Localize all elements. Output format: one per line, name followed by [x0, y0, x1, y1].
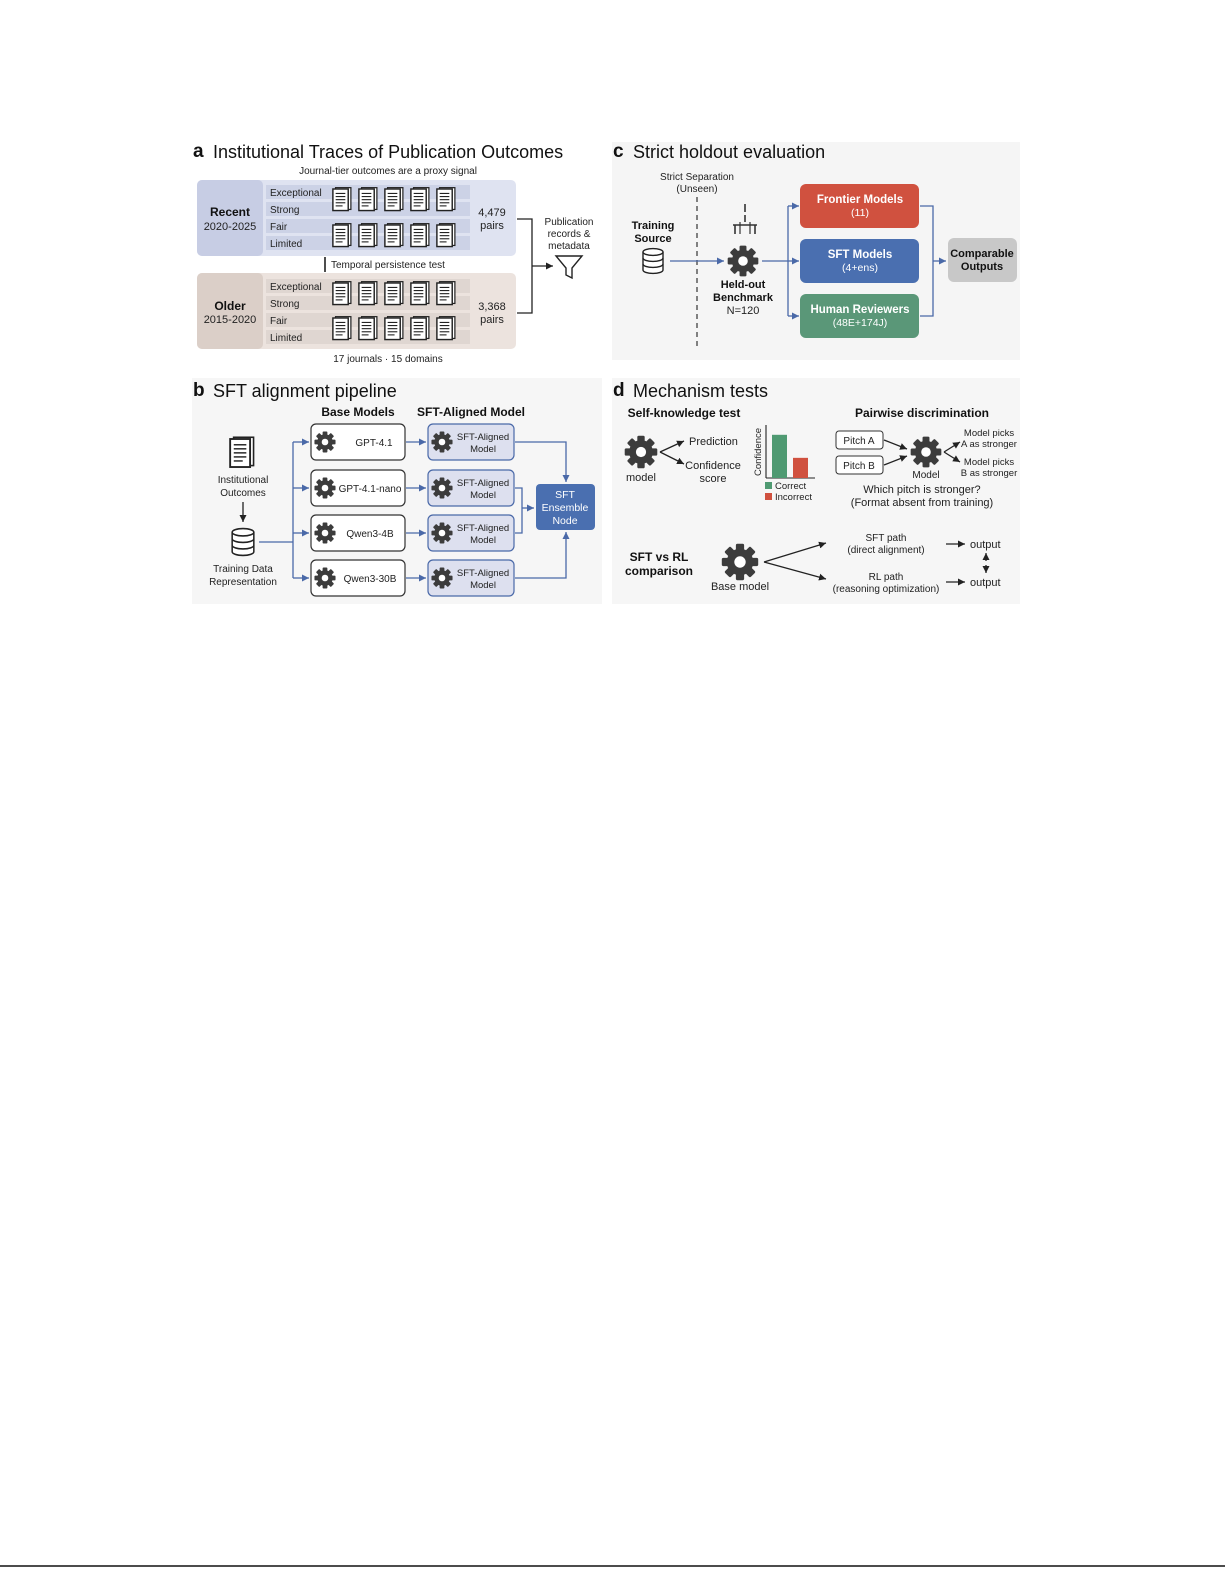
comparison-title-1: SFT vs RL [629, 550, 689, 564]
recent-block [197, 180, 516, 256]
pairwise-question: Which pitch is stronger? [863, 484, 981, 496]
human-reviewers-fill [800, 294, 919, 338]
aligned-label-1: SFT-Aligned [456, 523, 510, 534]
panel-b [192, 378, 602, 604]
source-top-2: Outcomes [220, 488, 266, 499]
panel-c [612, 141, 1020, 360]
human-reviewers-name: Human Reviewers [810, 304, 910, 316]
source-bottom-2: Representation [209, 577, 277, 588]
panel-c-letter: c [613, 141, 624, 162]
comparable-outputs-2: Outputs [960, 261, 1004, 273]
sft-path-1: SFT path [865, 533, 907, 544]
panel-a-letter: a [193, 141, 204, 162]
gear-icon [431, 477, 452, 498]
benchmark-n: N=120 [726, 305, 760, 317]
recent-years: 2020-2025 [203, 221, 257, 233]
recent-tier-exceptional: Exceptional [270, 188, 322, 199]
frontier-models-name: Frontier Models [816, 194, 904, 206]
source-bottom-1: Training Data [213, 564, 273, 575]
picks-a-2: A as stronger [961, 439, 1017, 450]
gear-icon [314, 522, 335, 543]
picks-b-1: Model picks [963, 457, 1015, 468]
pairwise-title: Pairwise discrimination [854, 406, 990, 420]
base-models-header: Base Models [321, 405, 395, 419]
ensemble-label-3: Node [552, 515, 578, 527]
aligned-label-2: Model [470, 444, 496, 455]
older-years: 2015-2020 [203, 314, 257, 326]
self-model-label: model [626, 472, 656, 484]
self-knowledge-title: Self-knowledge test [627, 406, 741, 420]
gear-icon [314, 431, 335, 452]
base-model-label: Base model [710, 581, 770, 593]
bar-incorrect [793, 458, 808, 478]
older-block [197, 273, 516, 349]
gear-icon [431, 431, 452, 452]
benchmark-label-1: Held-out [720, 279, 766, 291]
base-model-name: GPT-4.1 [355, 438, 393, 449]
recent-tier-strong: Strong [270, 205, 300, 216]
aligned-label-1: SFT-Aligned [456, 568, 510, 579]
base-model-name: Qwen3-4B [346, 529, 394, 540]
recent-tier-limited: Limited [270, 239, 303, 250]
rl-output-label: output [970, 577, 1001, 589]
legend-swatch-correct [765, 482, 772, 489]
pairwise-note: (Format absent from training) [850, 497, 994, 509]
ensemble-label-1: SFT [555, 489, 575, 501]
persistence-label: Temporal persistence test [331, 260, 445, 271]
sft-models-name: SFT Models [827, 249, 893, 261]
database-icon [643, 249, 663, 274]
panel-d-letter: d [613, 380, 625, 401]
sft-models-count: (4+ens) [842, 262, 878, 274]
training-label-2: Source [634, 233, 672, 245]
aligned-label-1: SFT-Aligned [456, 432, 510, 443]
older-tier-limited: Limited [270, 333, 303, 344]
human-reviewers-count: (48E+174J) [832, 317, 888, 329]
ensemble-label-2: Ensemble [541, 502, 589, 514]
training-db-icon [232, 529, 254, 556]
aligned-label-2: Model [470, 535, 496, 546]
gear-icon [314, 477, 335, 498]
aligned-label-2: Model [470, 490, 496, 501]
recent-label: Recent [209, 205, 251, 219]
confidence-label-1: Confidence [685, 460, 741, 472]
benchmark-label-2: Benchmark [713, 292, 773, 304]
prediction-label: Prediction [689, 436, 738, 448]
training-label-1: Training [631, 220, 675, 232]
older-tier-exceptional: Exceptional [270, 282, 322, 293]
rl-path-1: RL path [868, 572, 904, 583]
separation-label-2: (Unseen) [676, 184, 718, 195]
frontier-models-box [800, 184, 919, 228]
sft-models-box [800, 239, 919, 283]
aligned-models-header: SFT-Aligned Model [417, 405, 525, 419]
gear-icon [314, 567, 335, 588]
older-tier-strong: Strong [270, 299, 300, 310]
frontier-models-count: (11) [851, 207, 869, 219]
panel-a [193, 141, 593, 365]
older-label: Older [214, 299, 246, 313]
base-model-name: Qwen3-30B [343, 574, 397, 585]
sft-output-label: output [970, 539, 1001, 551]
older-tier-fair: Fair [270, 316, 288, 327]
funnel-icon [556, 256, 582, 278]
legend-swatch-incorrect [765, 493, 772, 500]
chart-ylabel: Confidence [753, 427, 764, 477]
legend-correct: Correct [775, 481, 807, 492]
panel-d-title: Mechanism tests [633, 381, 769, 401]
frontier-models-fill [800, 184, 919, 228]
older-count: 3,368 [478, 301, 506, 313]
comparison-title-2: comparison [624, 564, 694, 578]
panel-a-title: Institutional Traces of Publication Outcomes [213, 142, 564, 162]
panel-a-subtitle: Journal-tier outcomes are a proxy signal [299, 166, 477, 177]
pair-model-gear-icon [911, 437, 942, 468]
sink-label-2: records & [547, 229, 591, 240]
base-model-name: GPT-4.1-nano [338, 484, 402, 495]
aligned-label-1: SFT-Aligned [456, 478, 510, 489]
sink-label-1: Publication [544, 217, 594, 228]
self-model-gear-icon [625, 436, 658, 469]
source-top-1: Institutional [217, 475, 269, 486]
picks-a-1: Model picks [963, 428, 1015, 439]
bar-correct [772, 435, 787, 478]
comparable-outputs-1: Comparable [950, 248, 1014, 260]
recent-tier-fair: Fair [270, 222, 288, 233]
panel-b-letter: b [193, 380, 205, 401]
separation-label-1: Strict Separation [660, 172, 734, 183]
benchmark-gear-icon [728, 246, 759, 277]
picks-b-2: B as stronger [960, 468, 1018, 479]
recent-unit: pairs [480, 220, 504, 232]
bracket-connector [517, 219, 532, 313]
panel-c-title: Strict holdout evaluation [633, 142, 826, 162]
human-reviewers-box [800, 294, 919, 338]
sink-label-3: metadata [548, 241, 590, 252]
pitch-b-label: Pitch B [843, 461, 875, 472]
panel-b-title: SFT alignment pipeline [213, 381, 397, 401]
institutional-doc-icon [230, 437, 253, 467]
older-unit: pairs [480, 314, 504, 326]
gear-icon [431, 567, 452, 588]
legend-incorrect: Incorrect [775, 492, 812, 503]
panel-d [612, 378, 1020, 604]
rl-path-2: (reasoning optimization) [832, 584, 940, 595]
recent-count: 4,479 [478, 207, 506, 219]
comparable-outputs-box [948, 238, 1017, 282]
confidence-label-2: score [699, 473, 727, 485]
sft-path-2: (direct alignment) [847, 545, 925, 556]
panel-a-footer: 17 journals · 15 domains [333, 354, 443, 365]
pitch-a-label: Pitch A [843, 436, 875, 447]
base-model-gear-icon [722, 544, 758, 580]
pair-model-label: Model [912, 470, 940, 481]
gear-icon [431, 522, 452, 543]
sft-models-fill [800, 239, 919, 283]
aligned-label-2: Model [470, 580, 496, 591]
